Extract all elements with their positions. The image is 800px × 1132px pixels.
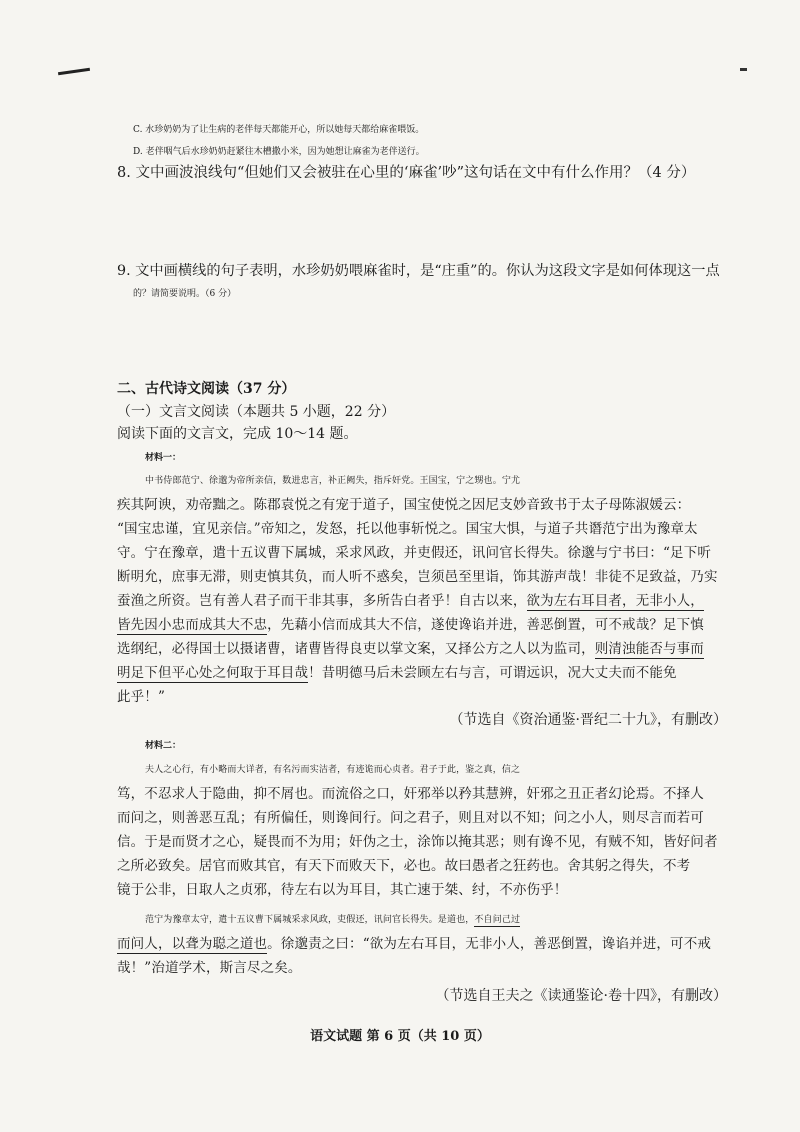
- underlined-sentence: 则清浊能否与事而: [594, 641, 704, 657]
- passage-line: 疾其阿谀，劝帝黜之。陈郡袁悦之有宠于道子，国宝使悦之因尼支妙音致书于太子母陈淑媛云：: [117, 497, 691, 513]
- question-8: 8. 文中画波浪线句“但她们又会被驻在心里的‘麻雀’吵”这句话在文中有什么作用？（4 分）: [117, 165, 696, 181]
- passage-line: 中书侍郎范宁、徐邈为帝所亲信，数进忠言，补正阙失，指斥奸党。王国宝，宁之甥也。宁尤: [145, 476, 521, 486]
- question-9-line1: 9. 文中画横线的句子表明，水珍奶奶喂麻雀时，是“庄重”的。你认为这段文字是如何体现这一点: [117, 263, 720, 279]
- passage-line: 之所必致矣。居官而败其官，有天下而败天下，必也。故曰愚者之狂药也。舍其躬之得失，不考: [117, 858, 691, 874]
- passage-line: 守。宁在豫章，遣十五议曹下属城，采求风政，并吏假还，讯问官长得失。徐邈与宁书曰：“足下听: [117, 545, 712, 561]
- passage-line: [117, 592, 727, 610]
- passage-line: [117, 935, 727, 953]
- passage-line: 笃，不忍求人于隐曲，抑不屑也。而流俗之口，奸邪举以矜其慧辨，奸邪之丑正者幻论焉。不择人: [117, 786, 704, 802]
- subsection-title: （一）文言文阅读（本题共 5 小题，22 分）: [117, 404, 396, 420]
- passage-text: 蚕渔之所资。岂有善人君子而干非其事，多所告白者乎！自古以来，: [117, 593, 527, 609]
- passage-line: 哉！”治道学术，斯言尽之矣。: [117, 960, 302, 976]
- underlined-sentence: 欲为左右耳目者，无非小人，: [526, 593, 704, 609]
- material2-label: 材料二：: [145, 741, 182, 751]
- passage-line: 信。于是而贤才之心，疑畏而不为用；奸伪之士，涂饰以掩其恶；则有谗不见，有贼不知，皆好问者: [117, 834, 718, 850]
- passage-line: 夫人之心行，有小略而大详者，有名污而实洁者，有迹诡而心贞者。君子于此，鉴之真，信之: [145, 765, 521, 775]
- scan-mark: [58, 68, 90, 75]
- passage-text: 。徐邈责之曰：“欲为左右耳目，无非小人，善恶倒置，谗谄并进，可不戒: [267, 936, 712, 952]
- passage-text: 范宁为豫章太守，遣十五议曹下属城采求风政，吏假还，讯问官长得失。是道也，: [145, 915, 475, 925]
- passage-line: [117, 664, 727, 682]
- passage-line: 此乎！”: [117, 689, 166, 705]
- material2-source: （节选自王夫之《读通鉴论·卷十四》，有删改）: [435, 988, 727, 1004]
- passage-line: 而问之，则善恶互乱；有所偏任，则谗间行。问之君子，则且对以不知；问之小人，则尽言而若可: [117, 810, 704, 826]
- option-c: C. 水珍奶奶为了让生病的老伴每天都能开心，所以她每天都给麻雀喂饭。: [133, 125, 425, 135]
- option-d: D. 老伴咽气后水珍奶奶赶紧往木槽撒小米，因为她想让麻雀为老伴送行。: [133, 147, 425, 157]
- passage-line: 镜于公非，日取人之贞邪，待左右以为耳目，其亡速于桀、纣，不亦伤乎！: [117, 882, 568, 898]
- question-9-line2: 的？请简要说明。（6 分）: [133, 289, 237, 299]
- section-title: 二、古代诗文阅读（37 分）: [117, 381, 296, 397]
- underlined-sentence: 明足下但平心处之何取于耳目哉: [117, 665, 309, 681]
- passage-line: “国宝忠谨，宜见亲信。”帝知之，发怒，托以他事斩悦之。国宝大惧，与道子共谮范宁出为豫章太: [117, 521, 698, 537]
- passage-line: [145, 911, 755, 929]
- instruction: 阅读下面的文言文，完成 10～14 题。: [117, 426, 358, 442]
- material1-label: 材料一：: [145, 453, 182, 463]
- passage-line: [117, 616, 727, 634]
- passage-text: 选纲纪，必得国士以摄诸曹，诸曹皆得良吏以掌文案，又择公方之人以为监司，: [117, 641, 595, 657]
- page-footer: 语文试题 第 6 页（共 10 页）: [310, 1029, 490, 1044]
- passage-line: [117, 640, 727, 658]
- underlined-sentence: 皆先因小忠而成其大不忠: [117, 617, 268, 633]
- passage-text: ！昔明德马后未尝顾左右与言，可谓远识，况大丈夫而不能免: [308, 665, 677, 681]
- underlined-sentence: 不自问己过: [474, 915, 521, 925]
- underlined-sentence: 而问人，以聋为聪之道也: [117, 936, 268, 952]
- passage-line: 断明允，庶事无滞，则吏慎其负，而人听不惑矣，岂须邑至里诣，饰其游声哉！非徒不足致益，乃实: [117, 569, 718, 585]
- scan-mark: [740, 68, 747, 71]
- passage-text: ，先藉小信而成其大不信，遂使谗谄并进，善恶倒置，可不戒哉？足下慎: [267, 617, 704, 633]
- material1-source: （节选自《资治通鉴·晋纪二十九》，有删改）: [449, 712, 727, 728]
